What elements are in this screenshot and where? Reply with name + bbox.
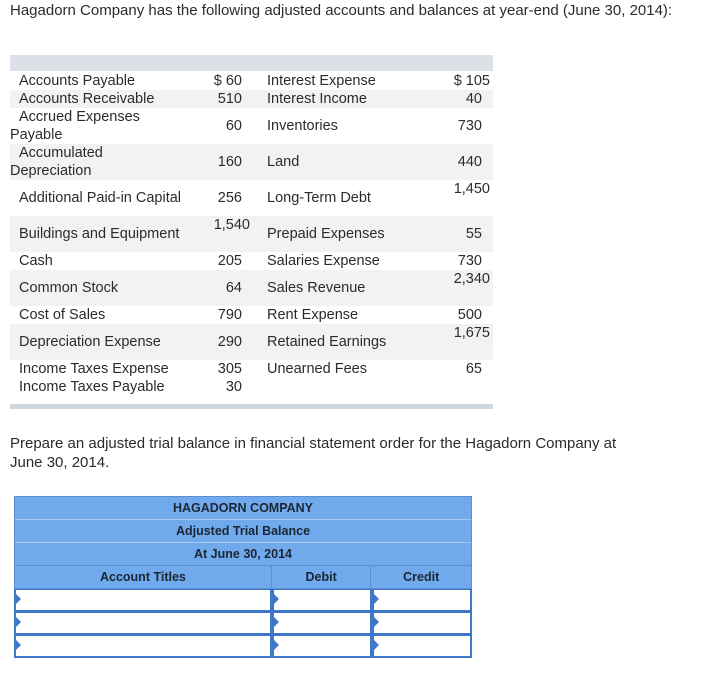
account-name: Income Taxes Expense	[19, 361, 169, 377]
account-amount: 55	[465, 226, 482, 242]
credit-input[interactable]	[372, 612, 472, 635]
caret-right-icon	[374, 594, 379, 604]
account-amount: 40	[465, 91, 482, 107]
accounts-table	[10, 55, 493, 410]
account-name: Rent Expense	[267, 307, 359, 323]
debit-input[interactable]	[272, 635, 372, 658]
account-amount: 1,450	[453, 181, 490, 197]
account-name: Land	[267, 154, 300, 170]
account-name: Common Stock	[19, 280, 119, 296]
account-amount: 60	[225, 118, 242, 134]
task-text: Prepare an adjusted trial balance in financial statement order for the Hagadorn Company at June 30, 2014.	[10, 435, 617, 471]
account-name: Cash	[19, 253, 53, 269]
account-amount: 790	[217, 307, 242, 323]
caret-right-icon	[274, 640, 279, 650]
trial-balance-header	[14, 496, 472, 566]
account-name: Buildings and Equipment	[19, 226, 180, 242]
account-amount: 205	[217, 253, 242, 269]
account-amount: 305	[217, 361, 242, 377]
account-name: Accounts Receivable	[19, 91, 155, 107]
account-amount: 290	[217, 334, 242, 350]
account-title-select[interactable]	[14, 589, 272, 612]
statement-name: Adjusted Trial Balance	[15, 520, 471, 543]
caret-right-icon	[16, 617, 21, 627]
company-name: HAGADORN COMPANY	[15, 497, 471, 520]
table-top-bar	[10, 55, 493, 71]
account-title-select[interactable]	[14, 635, 272, 658]
col-account-titles: Account Titles	[15, 566, 272, 588]
account-name: Income Taxes Payable	[19, 379, 165, 395]
credit-input[interactable]	[372, 589, 472, 612]
account-name: Sales Revenue	[267, 280, 366, 296]
caret-right-icon	[274, 617, 279, 627]
col-credit: Credit	[403, 570, 440, 584]
account-name: Prepaid Expenses	[267, 226, 385, 242]
account-name: Salaries Expense	[267, 253, 380, 269]
account-amount: 1,540	[213, 217, 250, 233]
table-bottom-bar	[10, 404, 493, 409]
account-name: Inventories	[267, 118, 338, 134]
account-amount: $ 60	[213, 73, 242, 89]
column-headers	[14, 566, 472, 589]
statement-date: At June 30, 2014	[194, 547, 292, 561]
caret-right-icon	[374, 617, 379, 627]
account-amount: 1,675	[453, 325, 490, 341]
account-amount: 64	[225, 280, 242, 296]
caret-right-icon	[16, 640, 21, 650]
account-amount: 2,340	[453, 271, 490, 287]
input-row	[14, 589, 472, 612]
account-name: Unearned Fees	[267, 361, 367, 377]
account-name: Retained Earnings	[267, 334, 387, 350]
account-title-select[interactable]	[14, 612, 272, 635]
account-name: Depreciation Expense	[19, 334, 161, 350]
account-amount: 256	[217, 190, 242, 206]
debit-input[interactable]	[272, 589, 372, 612]
trial-balance-form	[14, 496, 472, 658]
input-row	[14, 612, 472, 635]
account-amount: 440	[457, 154, 482, 170]
caret-right-icon	[374, 640, 379, 650]
account-amount: 160	[217, 154, 242, 170]
input-row	[14, 635, 472, 658]
account-name: Accumulated Depreciation	[10, 145, 103, 179]
account-amount: 730	[457, 118, 482, 134]
account-name: Long-Term Debt	[267, 190, 371, 206]
credit-input[interactable]	[372, 635, 472, 658]
intro-text: Hagadorn Company has the following adjusted accounts and balances at year-end (June 30, 2014):	[10, 2, 673, 19]
debit-input[interactable]	[272, 612, 372, 635]
account-amount: $ 105	[453, 73, 490, 89]
account-amount: 510	[217, 91, 242, 107]
caret-right-icon	[274, 594, 279, 604]
account-amount: 65	[465, 361, 482, 377]
account-name: Accrued Expenses Payable	[10, 109, 140, 143]
account-name: Interest Income	[267, 91, 367, 107]
account-name: Interest Expense	[267, 73, 376, 89]
account-amount: 500	[457, 307, 482, 323]
account-name: Additional Paid-in Capital	[19, 190, 182, 206]
account-name: Accounts Payable	[19, 73, 136, 89]
col-debit: Debit	[272, 566, 372, 588]
account-amount: 730	[457, 253, 482, 269]
account-name: Cost of Sales	[19, 307, 106, 323]
account-amount: 30	[225, 379, 242, 395]
caret-right-icon	[16, 594, 21, 604]
